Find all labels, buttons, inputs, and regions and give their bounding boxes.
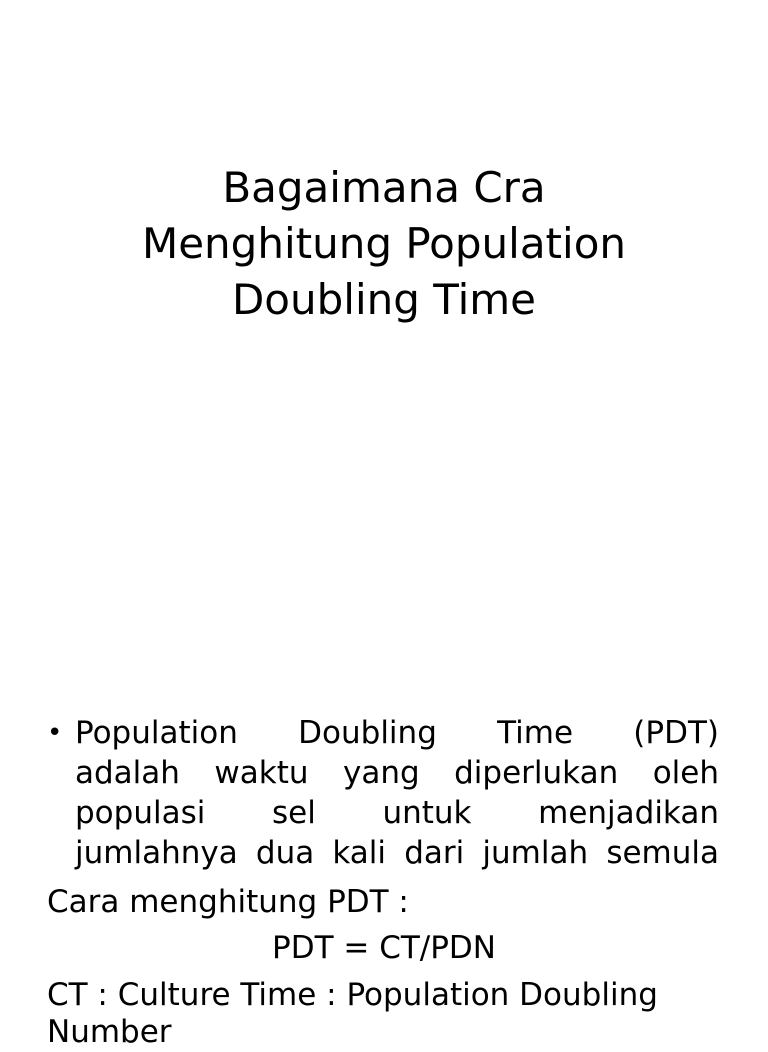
- title-line-2: Menghitung Population: [141, 219, 627, 268]
- title-line-3: Doubling Time: [231, 275, 537, 324]
- bullet-line-1: Population Doubling Time (PDT): [75, 715, 719, 751]
- bullet-list: [47, 713, 719, 873]
- pdt-formula: PDT = CT/PDN: [272, 930, 496, 966]
- bullet-line-4: jumlahnya dua kali dari jumlah semula: [75, 835, 719, 871]
- list-item: [47, 713, 719, 873]
- bullet-paragraph: [75, 713, 719, 873]
- definition-line: CT : Culture Time : Population Doubling: [47, 977, 658, 1013]
- bullet-line-2: adalah waktu yang diperlukan oleh: [75, 755, 719, 791]
- slide-title: [84, 160, 684, 328]
- bullet-line-3: populasi sel untuk menjadikan: [75, 795, 719, 831]
- bullet-marker: •: [47, 718, 63, 748]
- method-label: Cara menghitung PDT :: [47, 884, 409, 920]
- cutoff-line: Number: [47, 1014, 172, 1050]
- title-line-1: Bagaimana Cra: [222, 163, 546, 212]
